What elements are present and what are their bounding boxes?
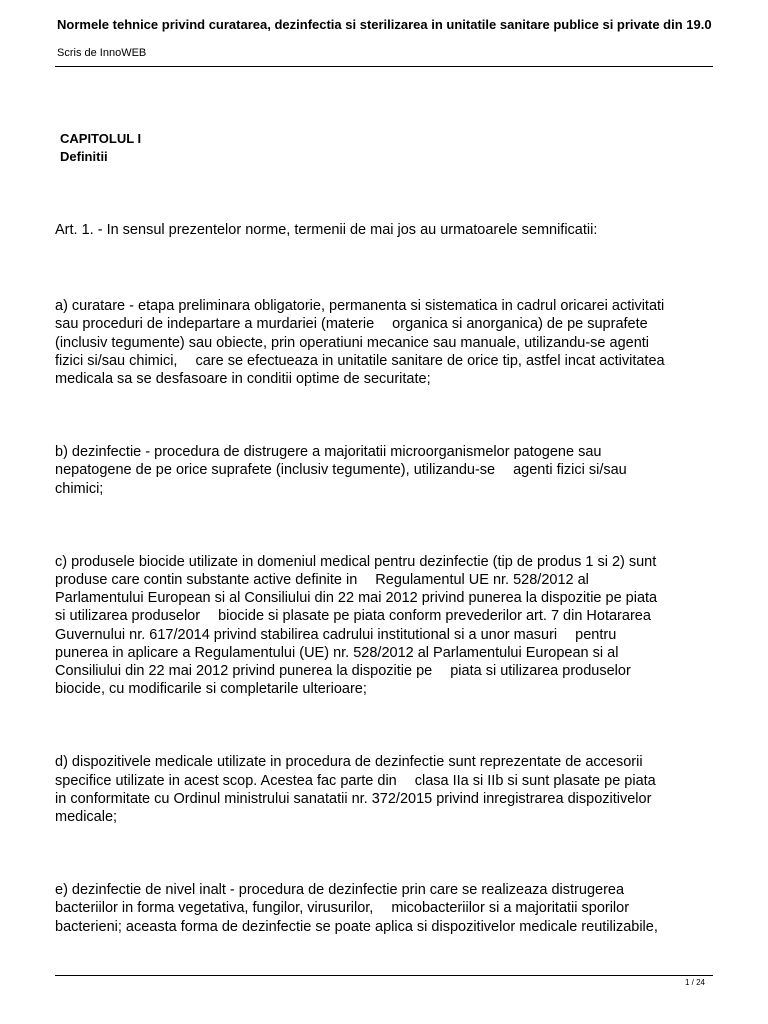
- text-line: biocide, cu modificarile si completarile ulterioare;: [55, 681, 367, 698]
- document-body: [55, 221, 715, 991]
- document-title: Normele tehnice privind curatarea, dezinfectia si sterilizarea in unitatile sanitare publice si private din 19.0: [57, 17, 712, 32]
- footer-divider: [55, 975, 713, 976]
- text-line: sau proceduri de indepartare a murdariei (materie organica si anorganica) de pe suprafete: [55, 316, 648, 333]
- text-line: Guvernului nr. 617/2014 privind stabilirea cadrului institutional si a unor masuri pentru: [55, 626, 617, 643]
- text-line: Consiliului din 22 mai 2012 privind punerea la dispozitie pe piata si utilizarea produselor: [55, 663, 631, 680]
- text-line: bacterieni; aceasta forma de dezinfectie se poate aplica si dispozitivelor medicale reutilizabile,: [55, 918, 658, 935]
- text-line: medicala sa se desfasoare in conditii optime de securitate;: [55, 371, 431, 388]
- text-line: a) curatare - etapa preliminara obligatorie, permanenta si sistematica in cadrul oricarei activitati: [55, 298, 665, 315]
- article-intro: Art. 1. - In sensul prezentelor norme, termenii de mai jos au urmatoarele semnificatii:: [55, 222, 598, 238]
- definition-paragraph-b: [55, 443, 715, 498]
- text-line: specifice utilizate in acest scop. Acestea fac parte din clasa IIa si IIb si sunt plasate pe piata: [55, 772, 656, 789]
- text-line: medicale;: [55, 809, 118, 826]
- text-line: nepatogene de pe orice suprafete (inclusiv tegumente), utilizandu-se agenti fizici si/sau: [55, 462, 627, 479]
- text-line: d) dispozitivele medicale utilizate in procedura de dezinfectie sunt reprezentate de accesorii: [55, 754, 643, 771]
- author-byline: Scris de InnoWEB: [57, 47, 147, 59]
- header-divider: [55, 66, 713, 67]
- definition-paragraph-c: [55, 553, 715, 699]
- text-line: e) dezinfectie de nivel inalt - procedura de dezinfectie prin care se realizeaza distrugerea: [55, 882, 625, 899]
- text-line: in conformitate cu Ordinul ministrului sanatatii nr. 372/2015 privind inregistrarea dispozitivelor: [55, 790, 652, 807]
- definition-paragraph-e: [55, 881, 715, 936]
- text-line: b) dezinfectie - procedura de distrugere a majoritatii microorganismelor patogene sau: [55, 444, 602, 461]
- definition-paragraph-a: [55, 297, 715, 388]
- chapter-number: CAPITOLUL I: [60, 131, 142, 146]
- text-line: si utilizarea produselor biocide si plasate pe piata conform prevederilor art. 7 din Hotararea: [55, 608, 651, 625]
- text-line: punerea in aplicare a Regulamentului (UE) nr. 528/2012 al Parlamentului European si al: [55, 644, 619, 661]
- page-number: 1 / 24: [684, 978, 705, 987]
- text-line: chimici;: [55, 480, 104, 497]
- text-line: (inclusiv tegumente) sau obiecte, prin operatiuni mecanice sau manuale, utilizandu-se agenti: [55, 334, 650, 351]
- text-line: c) produsele biocide utilizate in domeniul medical pentru dezinfectie (tip de produs 1 si 2) sunt: [55, 553, 657, 570]
- definition-paragraph-d: [55, 753, 715, 826]
- text-line: produse care contin substante active definite in Regulamentul UE nr. 528/2012 al: [55, 572, 589, 589]
- chapter-heading: [60, 130, 141, 166]
- chapter-name: Definitii: [60, 149, 108, 164]
- text-line: bacteriilor in forma vegetativa, fungilor, virusurilor, micobacteriilor si a majoritatii sporilor: [55, 900, 630, 917]
- text-line: fizici si/sau chimici, care se efectueaza in unitatile sanitare de orice tip, astfel incat activitatea: [55, 352, 665, 369]
- text-line: Parlamentului European si al Consiliului din 22 mai 2012 privind punerea la dispozitie pe piata: [55, 590, 658, 607]
